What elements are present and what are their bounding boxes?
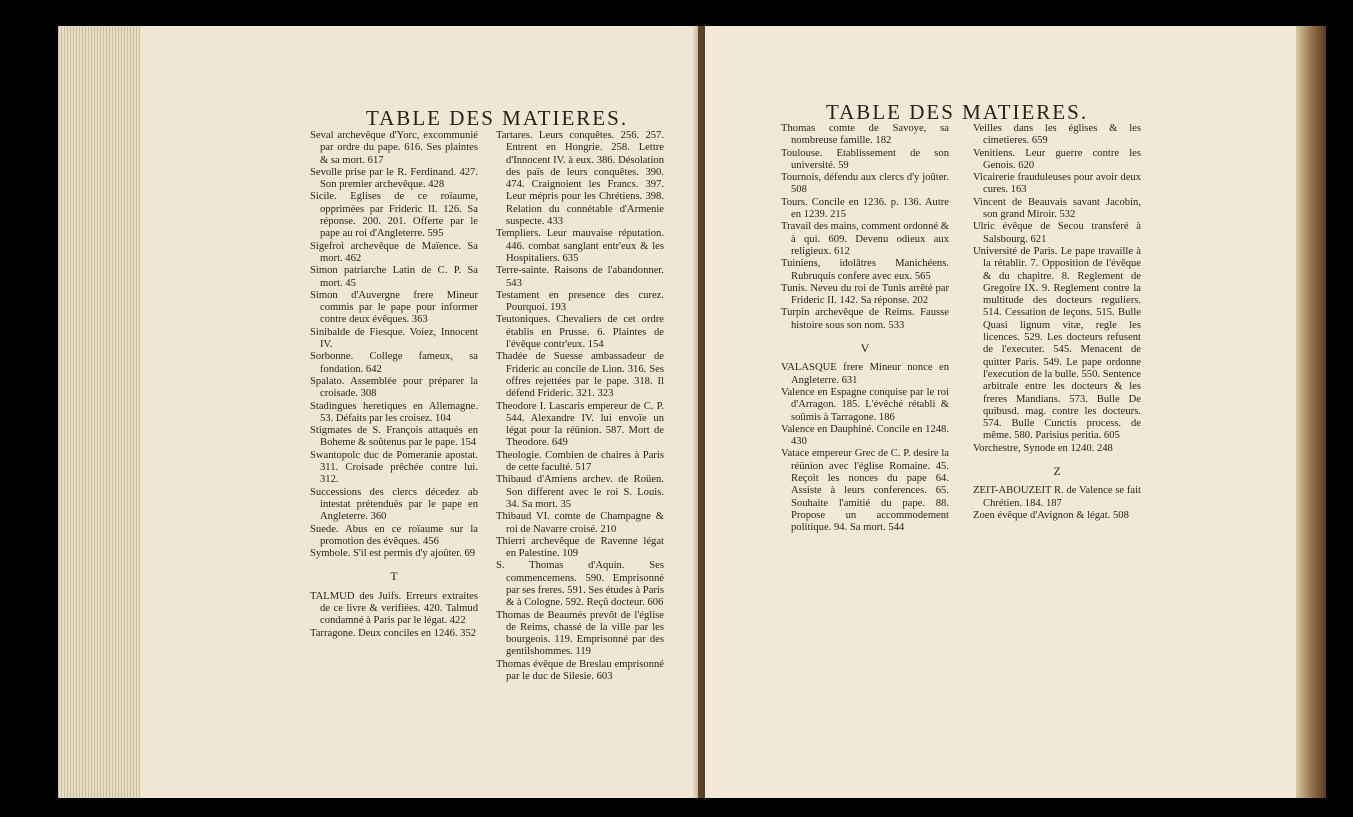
index-entry: Veilles dans les églises & les cimetieres. 659 [973,123,1141,147]
index-entry: Valence en Dauphiné. Concile en 1248. 430 [781,423,949,448]
index-entry: Vicairerie frauduleuses pour avoir deux cures. 163 [973,172,1141,196]
index-entry: Vorchestre, Synode en 1240. 248 [973,442,1113,454]
index-entry: Stadingues heretiques en Allemagne. 53. Défaits par les croisez. 104 [310,400,478,424]
index-entry: Thomas évêque de Breslau emprisonné par le duc de Silesie. 603 [496,658,664,683]
section-letter: V [860,341,870,356]
index-entry: VALASQUE frere Mineur nonce en Angleterre. 631 [781,362,949,386]
index-column-left-1 [310,130,478,640]
index-entry: Ulric évêque de Secou transferé à Salsbourg. 621 [973,221,1141,245]
index-entry: Tarragone. Deux conciles en 1246. 352 [310,627,477,639]
open-book [58,26,1326,798]
page-edges [1296,26,1326,798]
page-edges [58,26,140,798]
index-entry: Tournois, défendu aux clercs d'y joûter. 508 [781,172,949,196]
left-page [58,26,698,798]
index-entry: Turpin archevêque de Reims. Fausse histoire sous son nom. 533 [781,307,949,331]
index-entry: Thierri archevêque de Ravenne légat en Palestine. 109 [496,535,664,560]
index-entry: Seval archevêque d'Yorc, excommunié par ordre du pape. 616. Ses plaintes & sa mort. 617 [310,130,478,166]
index-entry: Sicile. Eglises de ce roïaume, opprimées par Frideric II. 126. Sa réponse. 200. 201. Offerte par le pape au roi d'Angleterre. 595 [310,191,478,240]
index-entry: Swantopolc duc de Pomeranie apostat. 311. Croisade prêchée contre lui. 312. [310,449,478,486]
index-entry: ZEIT-ABOUZEIT R. de Valence se fait Chrétien. 184. 187 [973,485,1141,509]
index-entry: Symbole. S'il est permis d'y ajoûter. 69 [310,548,476,560]
section-letter: Z [1053,464,1061,479]
index-entry: Vincent de Beauvais savant Jacobin, son grand Miroir. 532 [973,196,1141,221]
index-entry: Templiers. Leur mauvaise réputation. 446. combat sanglant entr'eux & les Hospitaliers. 635 [496,228,664,264]
index-entry: Sevolle prise par le R. Ferdinand. 427. Son premier archevêque. 428 [310,166,478,191]
index-entry: S. Thomas d'Aquin. Ses commencemens. 590. Emprisonné par ses freres. 591. Ses études à Paris & à Cologne. 592. Reçû docteur. 606 [496,560,664,609]
right-page [705,26,1326,798]
index-entry: Simon patriarche Latin de C. P. Sa mort. 45 [310,265,478,289]
index-entry: Tours. Concile en 1236. p. 136. Autre en 1239. 215 [781,196,949,221]
section-letter: T [390,569,398,584]
index-entry: Testament en presence des curez. Pourquoi. 193 [496,289,664,314]
index-entry: Toulouse. Etablissement de son université. 59 [781,147,949,171]
index-entry: Theologie. Combien de chaires à Paris de cette faculté. 517 [496,449,664,474]
page-title: TABLE DES MATIERES. [366,106,629,130]
index-entry: Teutoniques. Chevaliers de cet ordre établis en Prusse. 6. Plaintes de l'évêque contr'eux. 154 [496,314,664,351]
index-entry: Thibaud VI. comte de Champagne & roi de Navarre croisé. 210 [496,511,664,535]
index-entry: Thomas de Beaumés prevôt de l'église de Reims, chassé de la ville par les bourgeois. 119. Emprisonné par des gentilshommes. 119 [496,609,664,658]
index-entry: Sinibalde de Fiesque. Voiez, Innocent IV. [310,326,478,351]
index-entry: Stigmates de S. François attaqués en Boheme & soûtenus par le pape. 154 [310,425,478,449]
index-entry: Thadée de Suesse ambassadeur de Frideric au concile de Lion. 316. Ses offres rejettées par le pape. 318. Il défend Frideric. 321. 323 [496,351,664,400]
index-entry: Spalato. Assemblée pour préparer la croisade. 308 [310,375,478,400]
index-entry: Tunis. Neveu du roi de Tunis arrêté par Frideric II. 142. Sa réponse. 202 [781,282,949,307]
index-column-right-2 [973,123,1141,522]
index-entry: Tuiniens, idolâtres Manichéens. Rubruquis confere avec eux. 565 [781,258,949,282]
index-entry: Vatace empereur Grec de C. P. desire la réünion avec l'église Romaine. 45. Reçoit les nonces du pape 64. Assiste à leurs conferences. 65. Souhaite l'amitié du pape. 88. Propose un accommodement politique. 94. Sa mort. 544 [781,448,949,534]
index-entry: Travail des mains, comment ordonné & à qui. 609. Devenu odieux aux religieux. 612 [781,221,949,257]
page-title: TABLE DES MATIERES. [826,100,1089,124]
index-entry: Thibaud d'Amiens archev. de Roüen. Son different avec le roi S. Louis. 34. Sa mort. 35 [496,474,664,510]
index-entry: Université de Paris. Le pape travaille à la rétablir. 7. Opposition de l'évêque & du chapitre. 8. Reglement de Gregoire IX. 9. Reglement contre la multitude des docteurs reguliers. 514. Cessation de leçons. 515. Bulle Quasi lignum vitæ, regle les licences. 529. Les docteurs refusent de l'executer. 545. Menacent de quitter Paris. 549. Le pape ordonne l'execution de la bulle. 550. Sentence arbitrale entre les docteurs & les freres Mandians. 573. Bulle De quibusd. mag. contre les docteurs. 574. Bulle Cunctis process. de même. 580. Parisius peritia. 605 [973,245,1141,442]
index-column-right-1 [781,123,949,535]
index-entry: Suede. Abus en ce roïaume sur la promotion des évêques. 456 [310,523,478,547]
index-column-left-2 [496,130,664,683]
index-entry: Simon d'Auvergne frere Mineur commis par le pape pour informer contre deux évêques. 363 [310,289,478,326]
index-entry: Successions des clercs décedez ab intestat prétenduës par le pape en Angleterre. 360 [310,486,478,523]
index-entry: Terre-sainte. Raisons de l'abandonner. 543 [496,265,664,289]
index-entry: Valence en Espagne conquise par le roi d'Arragon. 185. L'évêché rétabli & soûmis à Tarragone. 186 [781,386,949,423]
index-entry: Thomas comte de Savoye, sa nombreuse famille. 182 [781,123,949,147]
index-entry: Zoen évêque d'Avignon & légat. 508 [973,509,1129,521]
index-entry: Theodore I. Lascaris empereur de C. P. 544. Alexandre IV. lui envoïe un légat pour la réünion. 587. Mort de Theodore. 649 [496,400,664,449]
index-entry: Tartares. Leurs conquêtes. 256. 257. Entrent en Hongrie. 258. Lettre d'Innocent IV. à eux. 386. Désolation des païs de leurs conquêtes. 390. 474. Craignoient les Francs. 397. Leur mépris pour les Chrétiens. 398. Relation du connétable d'Armenie suspecte. 433 [496,130,664,228]
index-entry: TALMUD des Juifs. Erreurs extraites de ce livre & verifiées. 420. Talmud condamné à Paris par le légat. 422 [310,590,478,627]
index-entry: Venitiens. Leur guerre contre les Genois. 620 [973,147,1141,171]
index-entry: Sigefroi archevêque de Maïence. Sa mort. 462 [310,240,478,264]
index-entry: Sorbonne. College fameux, sa fondation. 642 [310,351,478,375]
